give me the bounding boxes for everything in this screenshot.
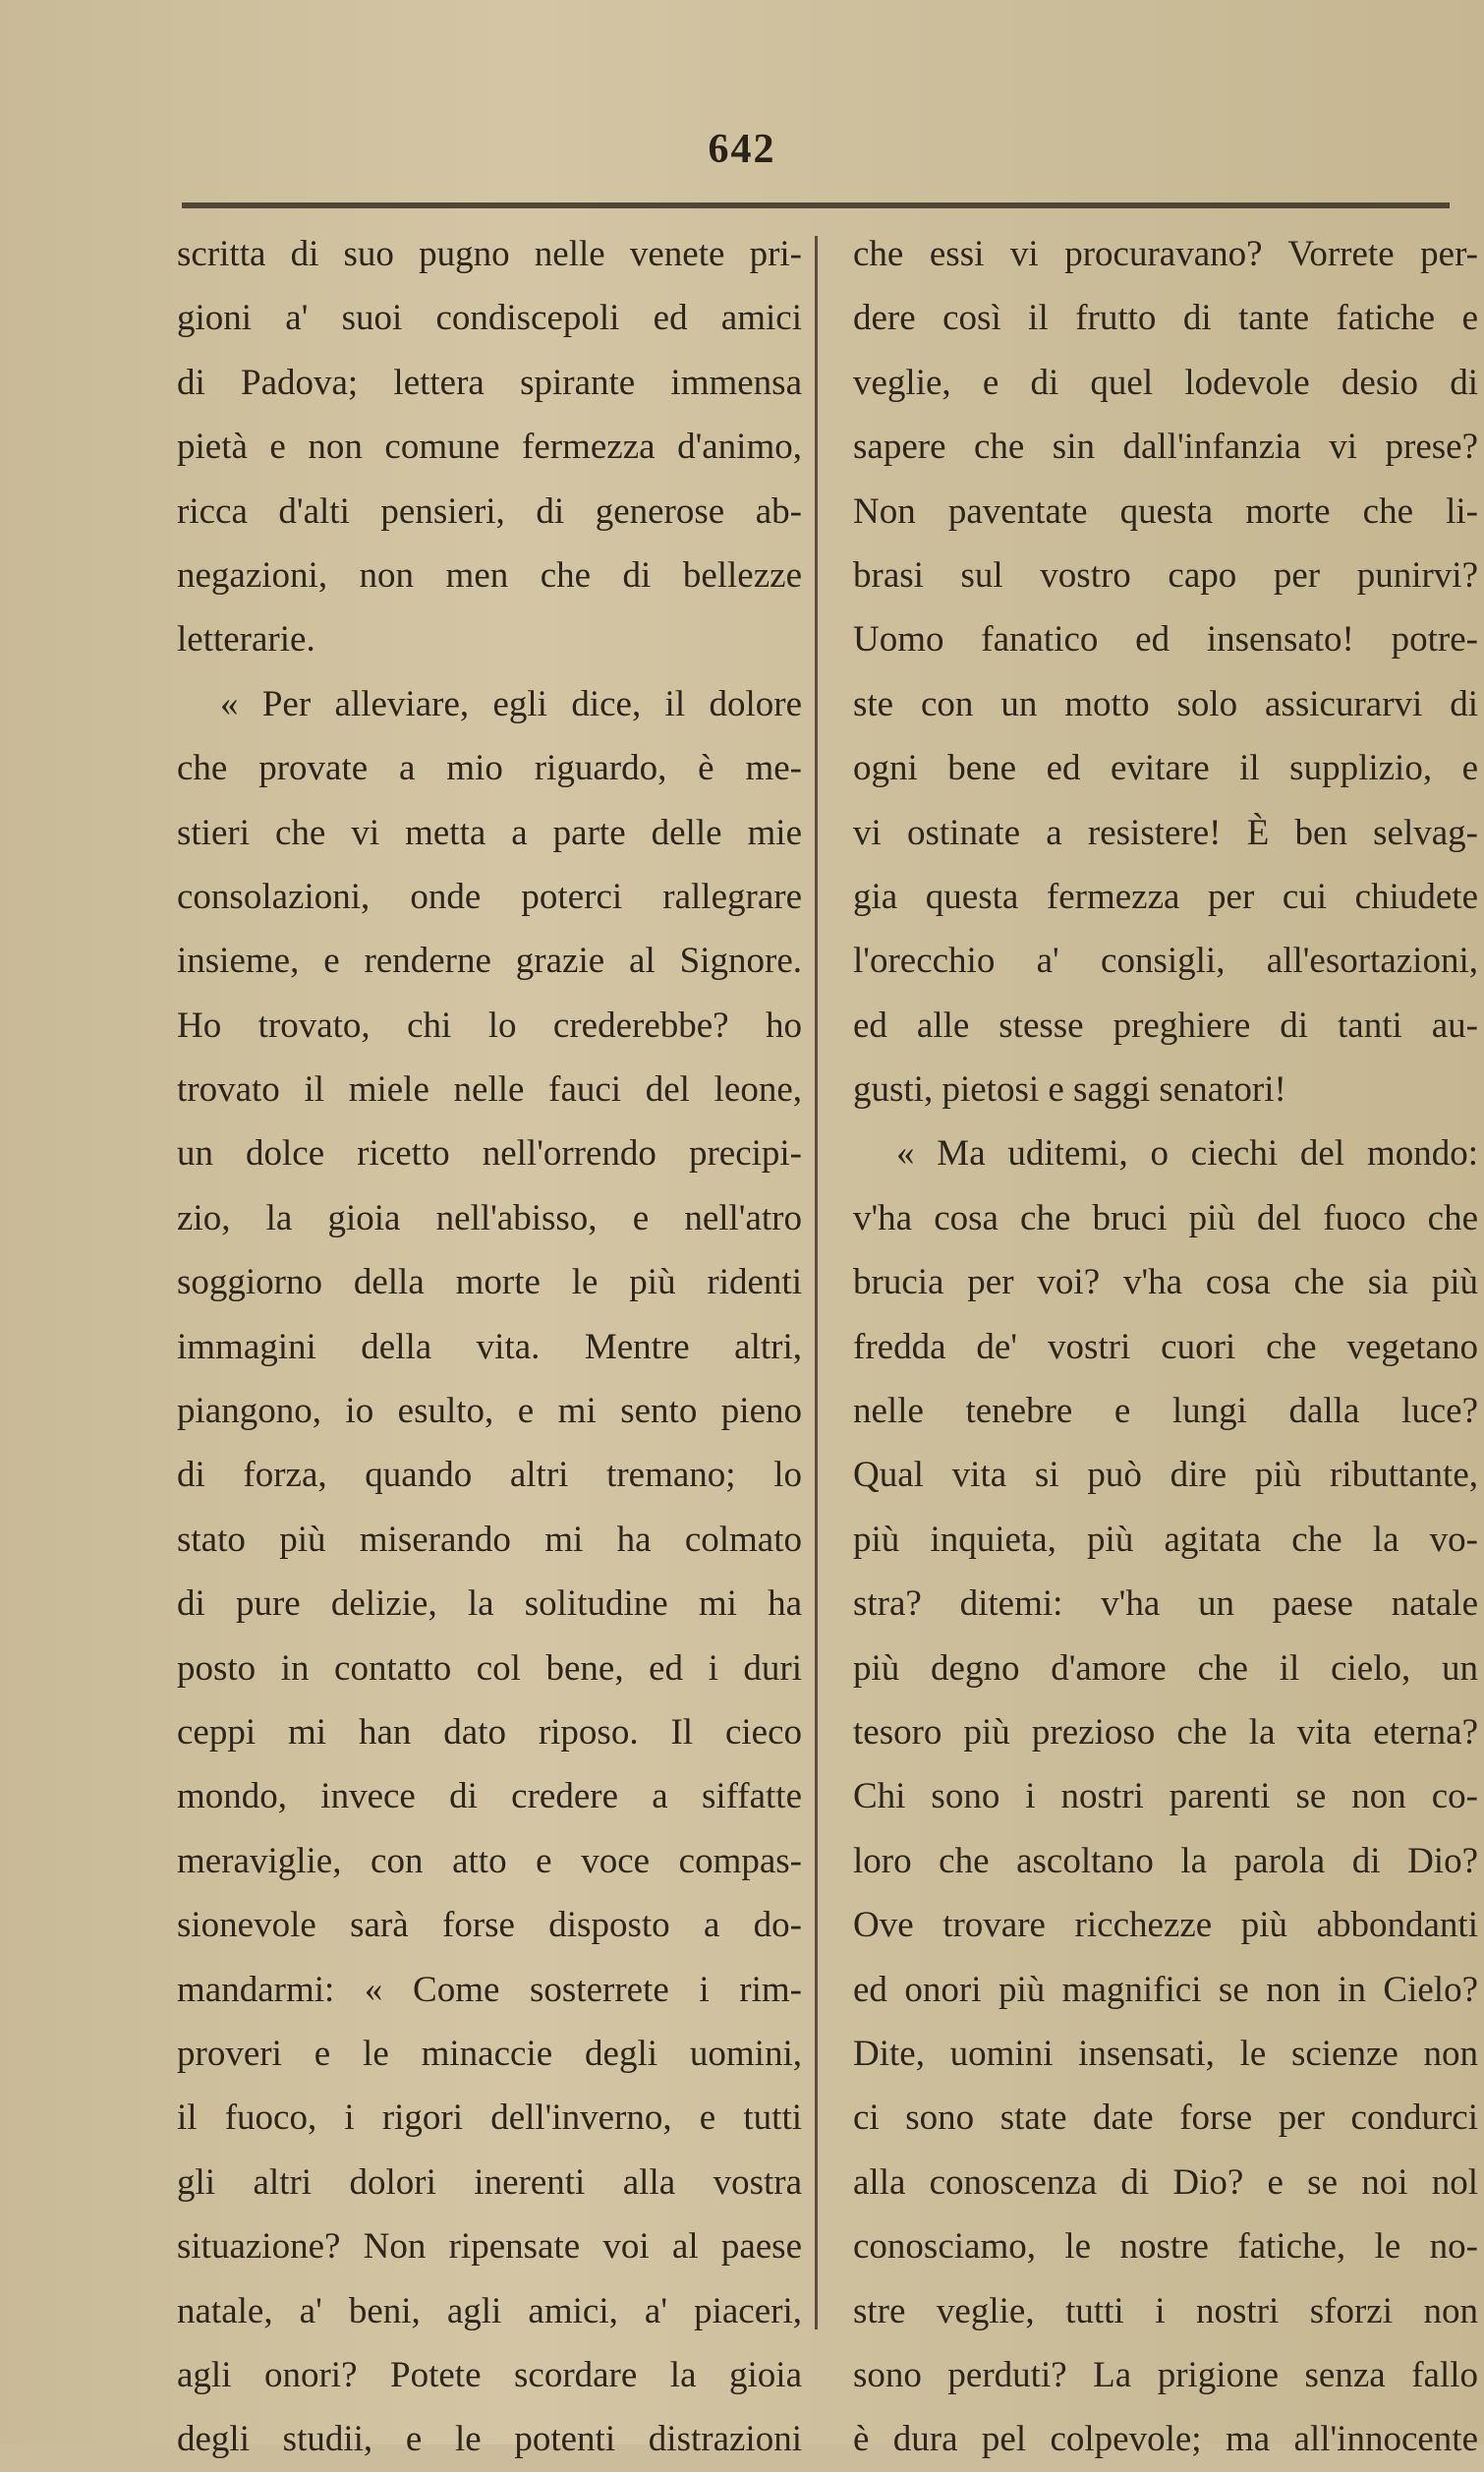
text-line: stato più miserando mi ha colmato [177,1519,802,1560]
text-line: ceppi mi han dato riposo. Il cieco [177,1711,802,1753]
text-line: che essi vi procuravano? Vorrete per- [853,234,1478,274]
text-line: scritta di suo pugno nelle venete pri- [177,234,802,274]
text-line: fredda de' vostri cuori che vegetano [853,1326,1478,1367]
text-line: situazione? Non ripensate voi al paese [177,2226,802,2268]
text-line: un dolce ricetto nell'orrendo precipi- [177,1133,802,1175]
text-line: ricca d'alti pensieri, di generose ab- [177,490,802,532]
text-line: è dura pel colpevole; ma all'innocente [853,2419,1478,2460]
text-line: stra? ditemi: v'ha un paese natale [853,1583,1478,1625]
text-line: ci sono state date forse per condurci [853,2098,1478,2139]
text-line: immagini della vita. Mentre altri, [177,1326,802,1367]
text-line: Uomo fanatico ed insensato! potre- [853,619,1478,661]
text-line: il fuoco, i rigori dell'inverno, e tutti [177,2098,802,2139]
right-column [853,222,1478,2472]
text-line: vi ostinate a resistere! È ben selvag- [853,812,1478,853]
text-line: di forza, quando altri tremano; lo [177,1455,802,1496]
text-line: Ove trovare ricchezze più abbondanti [853,1905,1478,1946]
text-line: natale, a' beni, agli amici, a' piaceri, [177,2290,802,2331]
text-line: gli altri dolori inerenti alla vostra [177,2161,802,2203]
text-line: consolazioni, onde poterci rallegrare [177,876,802,917]
text-line: « Ma uditemi, o ciechi del mondo: [896,1133,1478,1175]
text-line: alla conoscenza di Dio? e se noi nol [853,2161,1478,2203]
text-line: gioni a' suoi condiscepoli ed amici [177,298,802,339]
text-line: l'orecchio a' consigli, all'esortazioni, [853,941,1478,982]
text-line: ed alle stesse preghiere di tanti au- [853,1005,1478,1046]
header-rule [182,202,1450,208]
text-line: meraviglie, con atto e voce compas- [177,1840,802,1881]
text-line: ste con un motto solo assicurarvi di [853,683,1478,724]
text-line: loro che ascoltano la parola di Dio? [853,1840,1478,1881]
text-line: insieme, e renderne grazie al Signore. [177,941,802,982]
text-line: soggiorno della morte le più ridenti [177,1262,802,1303]
text-line: v'ha cosa che bruci più del fuoco che [853,1197,1478,1238]
text-line: stre veglie, tutti i nostri sforzi non [853,2290,1478,2331]
text-line: più inquieta, più agitata che la vo- [853,1519,1478,1560]
text-line: Non paventate questa morte che li- [853,490,1478,532]
text-line: piangono, io esulto, e mi sento pieno [177,1391,802,1432]
text-line: veglie, e di quel lodevole desio di [853,362,1478,403]
text-line: pietà e non comune fermezza d'animo, [177,427,802,468]
text-line: Dite, uomini insensati, le scienze non [853,2033,1478,2074]
text-line: zio, la gioia nell'abisso, e nell'atro [177,1197,802,1238]
left-column [177,222,802,2472]
text-line: più degno d'amore che il cielo, un [853,1647,1478,1689]
text-line: degli studii, e le potenti distrazioni [177,2419,802,2460]
text-line: Ho trovato, chi lo crederebbe? ho [177,1005,802,1046]
text-line: mandarmi: « Come sosterrete i rim- [177,1969,802,2010]
text-line: trovato il miele nelle fauci del leone, [177,1069,802,1111]
text-line: Chi sono i nostri parenti se non co- [853,1776,1478,1817]
text-line: ogni bene ed evitare il supplizio, e [853,748,1478,789]
text-line: stieri che vi metta a parte delle mie [177,812,802,853]
text-line: mondo, invece di credere a siffatte [177,1776,802,1817]
text-line: di Padova; lettera spirante immensa [177,362,802,403]
text-line: proveri e le minaccie degli uomini, [177,2033,802,2074]
text-line: che provate a mio riguardo, è me- [177,748,802,789]
text-line: « Per alleviare, egli dice, il dolore [220,683,802,724]
text-line: brucia per voi? v'ha cosa che sia più [853,1262,1478,1303]
text-line: ed onori più magnifici se non in Cielo? [853,1969,1478,2010]
text-line: nelle tenebre e lungi dalla luce? [853,1391,1478,1432]
text-line: sionevole sarà forse disposto a do- [177,1905,802,1946]
text-line: sono perduti? La prigione senza fallo [853,2354,1478,2395]
text-line: letterarie. [177,619,315,661]
page-number: 642 [708,127,776,172]
column-divider [815,236,818,2329]
text-line: brasi sul vostro capo per punirvi? [853,554,1478,596]
text-line: negazioni, non men che di bellezze [177,554,802,596]
text-line: Qual vita si può dire più ributtante, [853,1455,1478,1496]
text-line: agli onori? Potete scordare la gioia [177,2354,802,2395]
text-line: tesoro più prezioso che la vita eterna? [853,1711,1478,1753]
text-line: conosciamo, le nostre fatiche, le no- [853,2226,1478,2268]
text-line: gia questa fermezza per cui chiudete [853,876,1478,917]
text-line: gusti, pietosi e saggi senatori! [853,1069,1286,1111]
text-line: sapere che sin dall'infanzia vi prese? [853,427,1478,468]
text-line: di pure delizie, la solitudine mi ha [177,1583,802,1625]
text-line: posto in contatto col bene, ed i duri [177,1647,802,1689]
text-line: dere così il frutto di tante fatiche e [853,298,1478,339]
